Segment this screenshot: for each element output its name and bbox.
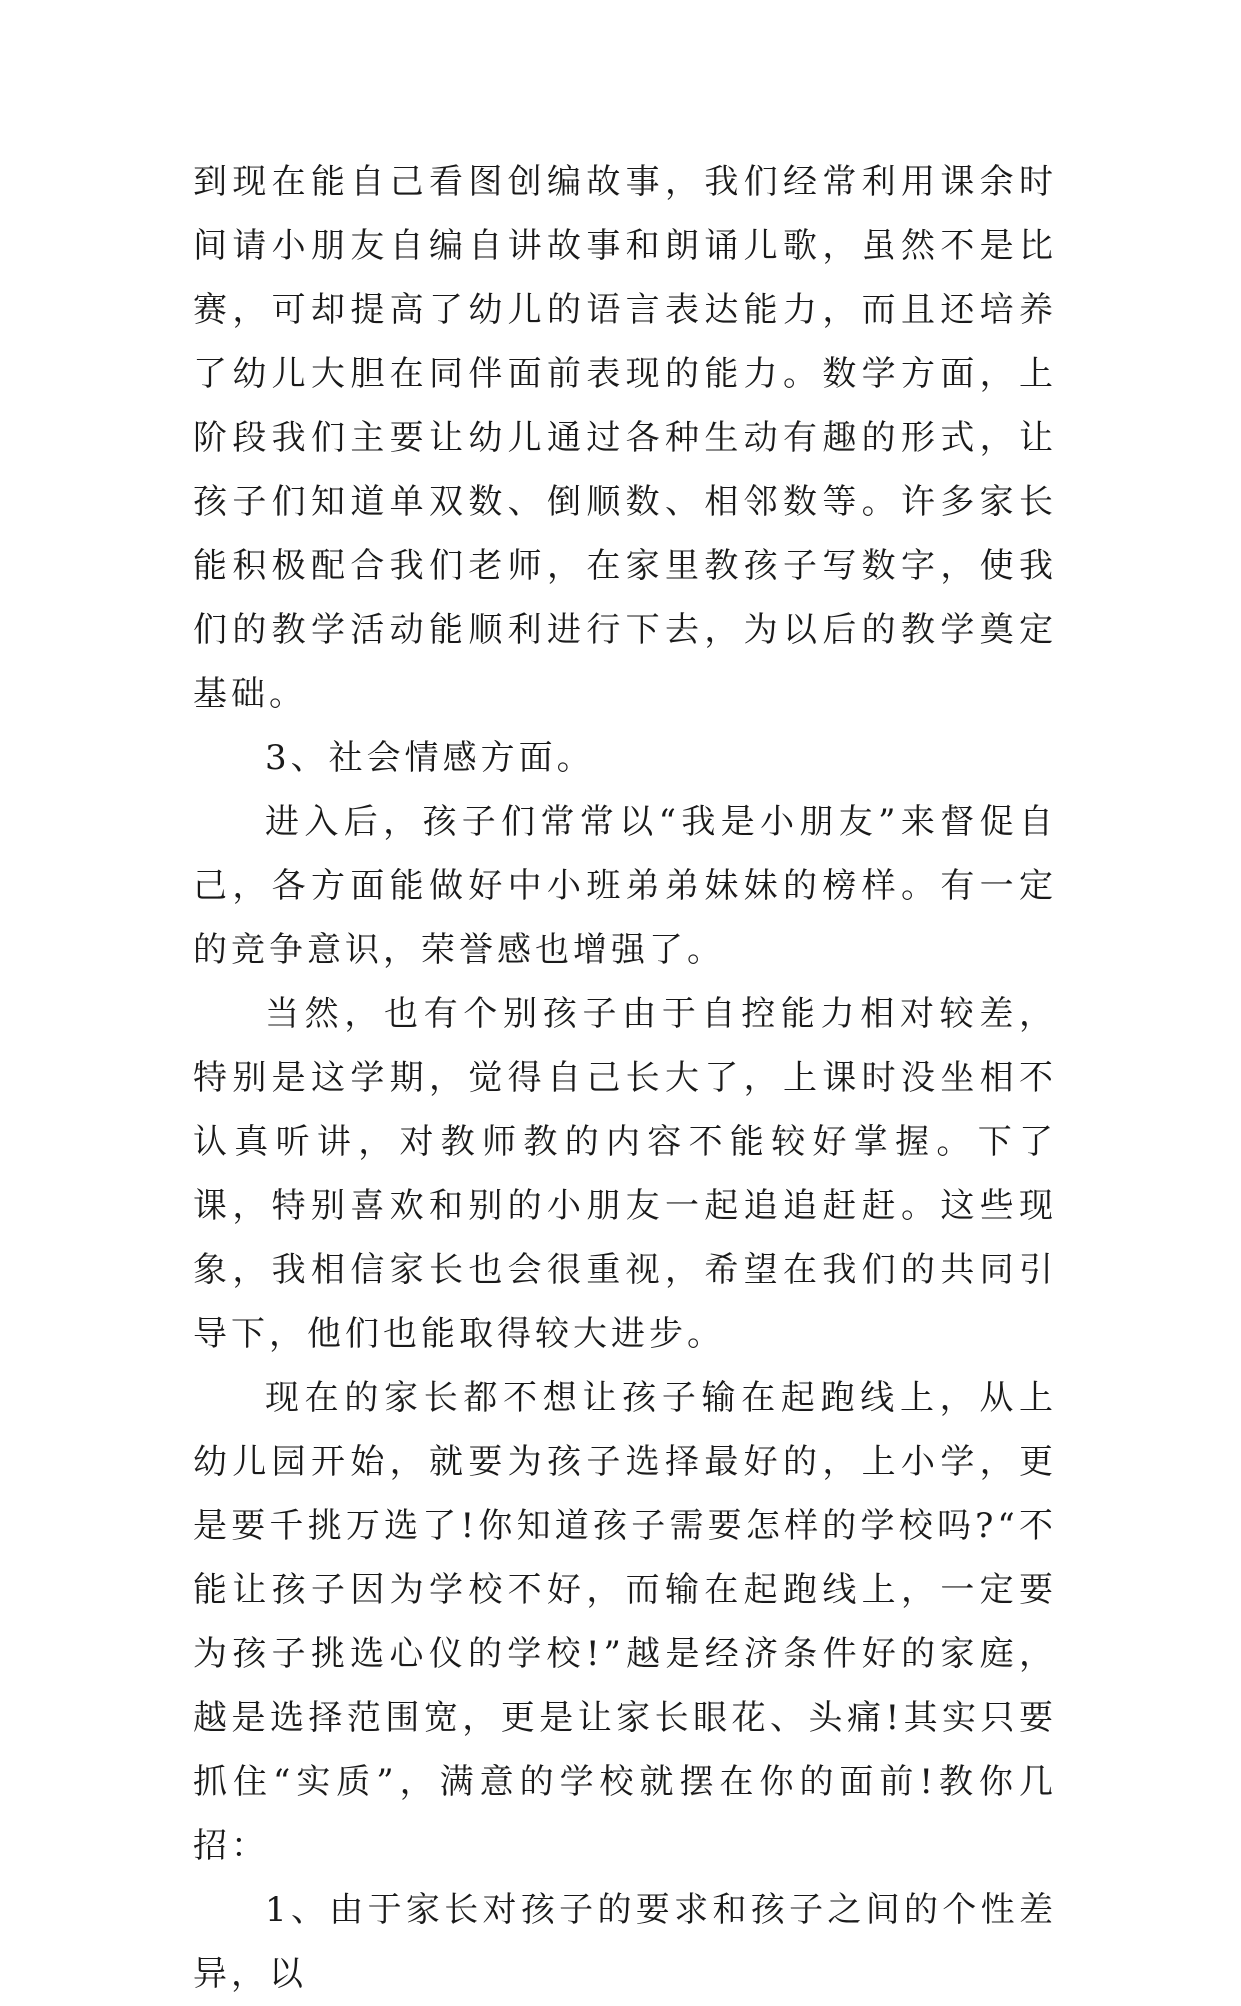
section-heading-social-emotion: 3、社会情感方面。 [265, 738, 595, 778]
document-page [193, 150, 1057, 2006]
paragraph-6: 1、由于家长对孩子的要求和孩子之间的个性差异，以 [193, 1890, 1057, 1994]
paragraph-5: 现在的家长都不想让孩子输在起跑线上，从上幼儿园开始，就要为孩子选择最好的，上小学，更是要千挑万选了!你知道孩子需要怎样的学校吗?“不能让孩子因为学校不好，而输在起跑线上，一定要为孩子挑选心仪的学校!”越是经济条件好的家庭，越是选择范围宽，更是让家长眼花、头痛!其实只要抓住“实质”，满意的学校就摆在你的面前!教你几招： [193, 1378, 1057, 1866]
paragraph-3: 进入后，孩子们常常以“我是小朋友”来督促自己，各方面能做好中小班弟弟妹妹的榜样。有一定的竞争意识，荣誉感也增强了。 [193, 802, 1057, 970]
paragraph-4: 当然，也有个别孩子由于自控能力相对较差，特别是这学期，觉得自己长大了，上课时没坐相不认真听讲，对教师教的内容不能较好掌握。下了课，特别喜欢和别的小朋友一起追追赶赶。这些现象，我相信家长也会很重视，希望在我们的共同引导下，他们也能取得较大进步。 [193, 994, 1057, 1354]
paragraph-1: 到现在能自己看图创编故事，我们经常利用课余时间请小朋友自编自讲故事和朗诵儿歌，虽然不是比赛，可却提高了幼儿的语言表达能力，而且还培养了幼儿大胆在同伴面前表现的能力。数学方面，上阶段我们主要让幼儿通过各种生动有趣的形式，让孩子们知道单双数、倒顺数、相邻数等。许多家长能积极配合我们老师，在家里教孩子写数字，使我们的教学活动能顺利进行下去，为以后的教学奠定基础。 [193, 162, 1057, 714]
